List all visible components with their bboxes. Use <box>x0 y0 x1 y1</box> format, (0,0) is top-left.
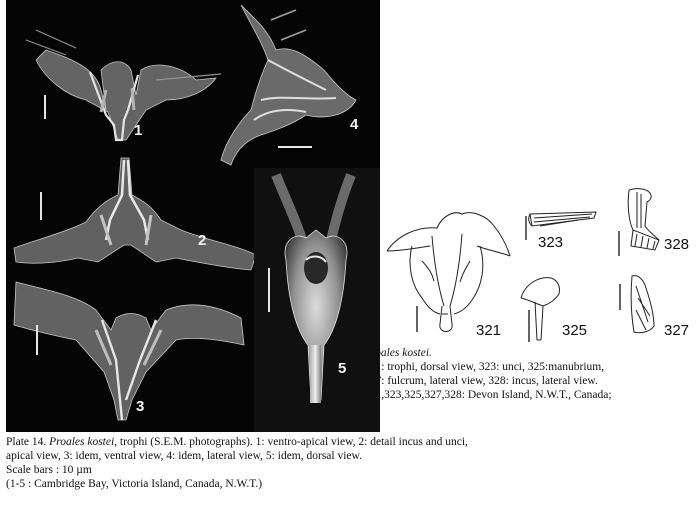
plate-caption-line-1 <box>6 435 696 449</box>
drawing-label-323: 323 <box>538 234 564 251</box>
drawing-label-321: 321 <box>476 322 502 339</box>
drawing-caption <box>364 346 694 402</box>
plate-caption-line-1-rest: , trophi (S.E.M. photographs). 1: ventro-apical view, 2: detail incus and unci, <box>114 436 468 448</box>
sem-photo-2 <box>14 158 256 270</box>
sem-photo-1 <box>26 30 221 140</box>
plate-caption-scale: Scale bars : 10 µm <box>6 464 92 476</box>
drawing-caption-species: Proales kostei. <box>364 347 432 359</box>
sem-label-2: 2 <box>198 232 207 249</box>
sem-photo-plate <box>6 0 380 432</box>
sem-photographs <box>6 0 380 432</box>
drawing-label-325: 325 <box>562 322 588 339</box>
plate-number: Plate 14. <box>6 436 47 448</box>
sem-label-1: 1 <box>134 122 143 139</box>
drawing-caption-line-1: 321: trophi, dorsal view, 323: unci, 325:manubrium, <box>364 361 605 373</box>
drawing-caption-line-2: 327: fulcrum, lateral view, 328: incus, lateral view. <box>364 375 598 387</box>
drawing-caption-line-3: 321,323,325,327,328: Devon Island, N.W.T., Canada; <box>364 389 612 401</box>
drawing-328-incus-lateral <box>615 186 665 261</box>
plate-species: Proales kostei <box>49 436 115 448</box>
plate-caption <box>6 435 696 491</box>
sem-photo-4 <box>221 5 359 165</box>
drawing-325-manubrium <box>515 270 565 345</box>
drawing-327-fulcrum-lateral <box>614 270 664 340</box>
sem-photo-3 <box>14 282 244 420</box>
sem-label-5: 5 <box>338 360 347 377</box>
sem-photo-5 <box>254 168 380 432</box>
drawing-label-328: 328 <box>664 236 690 253</box>
sem-label-3: 3 <box>136 398 145 415</box>
drawing-label-327: 327 <box>664 322 690 339</box>
sem-label-4: 4 <box>350 116 359 133</box>
plate-caption-line-2: apical view, 3: idem, ventral view, 4: idem, lateral view, 5: idem, dorsal view. <box>6 450 362 462</box>
plate-caption-locality: (1-5 : Cambridge Bay, Victoria Island, Canada, N.W.T.) <box>6 478 263 490</box>
